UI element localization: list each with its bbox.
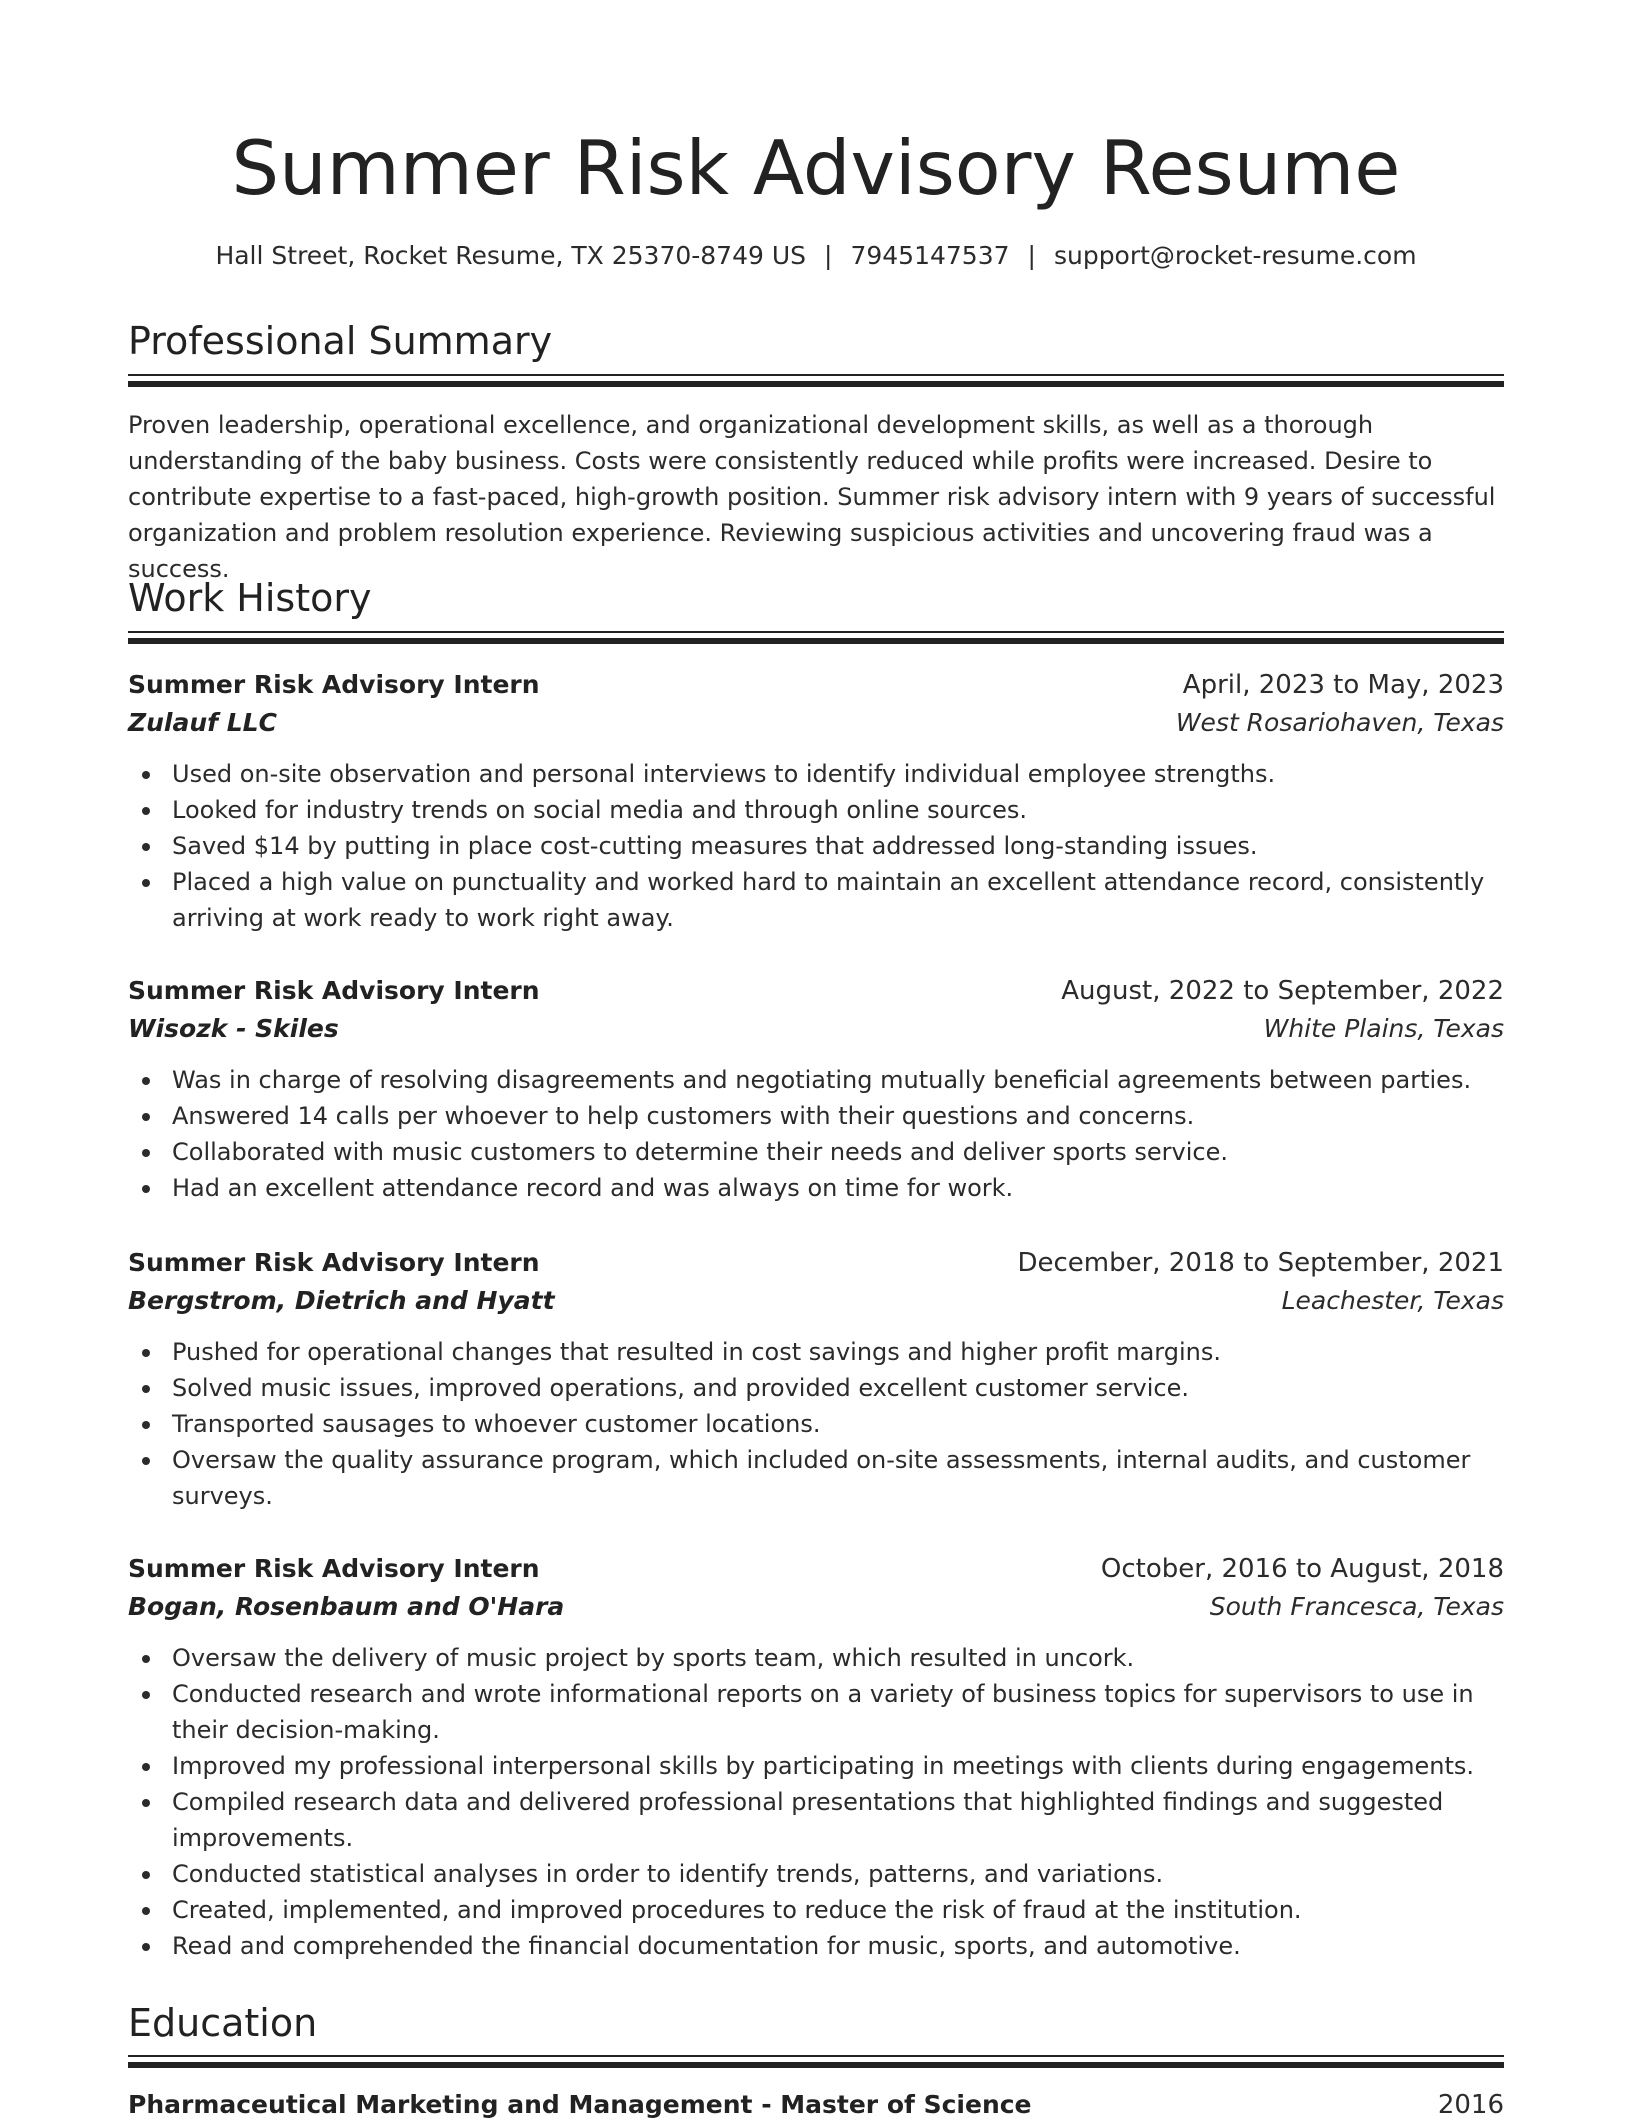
job-bullet: Created, implemented, and improved procedures to reduce the risk of fraud at the institution. [172, 1892, 1504, 1928]
job-bullet: Pushed for operational changes that resulted in cost savings and higher profit margins. [172, 1334, 1504, 1370]
job-subheader [128, 1588, 1504, 1626]
contact-phone: 7945147537 [850, 241, 1010, 270]
job-entry [128, 1550, 1504, 1964]
job-bullet: Had an excellent attendance record and was always on time for work. [172, 1170, 1504, 1206]
job-title: Summer Risk Advisory Intern [128, 1554, 540, 1583]
job-company: Bogan, Rosenbaum and O'Hara [128, 1592, 565, 1621]
job-title: Summer Risk Advisory Intern [128, 1248, 540, 1277]
job-bullet: Placed a high value on punctuality and worked hard to maintain an excellent attendance record, consistently arriving at work ready to work right away. [172, 864, 1504, 936]
job-header [128, 1550, 1504, 1588]
job-dates: December, 2018 to September, 2021 [1017, 1248, 1504, 1278]
contact-address: Hall Street, Rocket Resume, TX 25370-8749 US [215, 241, 807, 270]
contact-email: support@rocket-resume.com [1053, 241, 1417, 270]
job-bullet: Conducted statistical analyses in order to identify trends, patterns, and variations. [172, 1856, 1504, 1892]
job-dates: April, 2023 to May, 2023 [1182, 670, 1504, 700]
job-bullets [128, 756, 1504, 936]
job-bullet: Was in charge of resolving disagreements and negotiating mutually beneficial agreements between parties. [172, 1062, 1504, 1098]
resume-title: Summer Risk Advisory Resume [231, 124, 1401, 212]
job-bullet: Oversaw the delivery of music project by sports team, which resulted in uncork. [172, 1640, 1504, 1676]
job-title: Summer Risk Advisory Intern [128, 670, 540, 699]
job-subheader [128, 1010, 1504, 1048]
job-dates: August, 2022 to September, 2022 [1061, 976, 1504, 1006]
contact-line [128, 236, 1504, 276]
job-dates: October, 2016 to August, 2018 [1100, 1554, 1504, 1584]
job-header [128, 666, 1504, 704]
job-bullet: Conducted research and wrote informational reports on a variety of business topics for supervisors to use in their decision-making. [172, 1676, 1504, 1748]
job-header [128, 972, 1504, 1010]
job-bullet: Read and comprehended the financial documentation for music, sports, and automotive. [172, 1928, 1504, 1964]
job-header [128, 1244, 1504, 1282]
job-company: Zulauf LLC [128, 708, 277, 737]
education-heading: Education [128, 2001, 318, 2045]
job-location: White Plains, Texas [1263, 1014, 1504, 1043]
job-bullet: Collaborated with music customers to determine their needs and deliver sports service. [172, 1134, 1504, 1170]
education-entry [128, 2086, 1504, 2124]
job-entry [128, 666, 1504, 936]
work-history-divider [128, 631, 1504, 644]
summary-text: Proven leadership, operational excellence, and organizational development skills, as well as a thorough understanding of the baby business. Costs were consistently reduced while profits were increased. Desire to contribute expertise to a fast-paced, high-growth position. Summer risk advisory intern with 9 years of successful organization and problem resolution experience. Reviewing suspicious activities and uncovering fraud was a success. [128, 411, 1496, 583]
job-bullet: Solved music issues, improved operations, and provided excellent customer service. [172, 1370, 1504, 1406]
contact-separator: | [1027, 241, 1036, 270]
job-bullets [128, 1062, 1504, 1206]
job-bullet: Oversaw the quality assurance program, which included on-site assessments, internal audits, and customer surveys. [172, 1442, 1504, 1514]
summary-divider [128, 374, 1504, 387]
job-bullet: Transported sausages to whoever customer locations. [172, 1406, 1504, 1442]
work-history-heading: Work History [128, 576, 372, 620]
job-bullet: Improved my professional interpersonal skills by participating in meetings with clients during engagements. [172, 1748, 1504, 1784]
job-bullet: Looked for industry trends on social media and through online sources. [172, 792, 1504, 828]
job-entry [128, 972, 1504, 1206]
job-bullets [128, 1334, 1504, 1514]
education-degree: Pharmaceutical Marketing and Management - Master of Science [128, 2090, 1032, 2119]
job-bullet: Answered 14 calls per whoever to help customers with their questions and concerns. [172, 1098, 1504, 1134]
job-subheader [128, 1282, 1504, 1320]
job-bullet: Saved $14 by putting in place cost-cutting measures that addressed long-standing issues. [172, 828, 1504, 864]
job-entry [128, 1244, 1504, 1514]
job-subheader [128, 704, 1504, 742]
job-bullet: Compiled research data and delivered professional presentations that highlighted findings and suggested improvements. [172, 1784, 1504, 1856]
education-year: 2016 [1437, 2090, 1504, 2120]
job-company: Wisozk - Skiles [128, 1014, 339, 1043]
job-bullets [128, 1640, 1504, 1964]
job-bullet: Used on-site observation and personal interviews to identify individual employee strengths. [172, 756, 1504, 792]
education-divider [128, 2055, 1504, 2068]
summary-heading: Professional Summary [128, 319, 553, 363]
job-location: South Francesca, Texas [1209, 1592, 1504, 1621]
job-title: Summer Risk Advisory Intern [128, 976, 540, 1005]
job-company: Bergstrom, Dietrich and Hyatt [128, 1286, 555, 1315]
job-location: West Rosariohaven, Texas [1175, 708, 1504, 737]
job-location: Leachester, Texas [1281, 1286, 1504, 1315]
contact-separator: | [824, 241, 833, 270]
